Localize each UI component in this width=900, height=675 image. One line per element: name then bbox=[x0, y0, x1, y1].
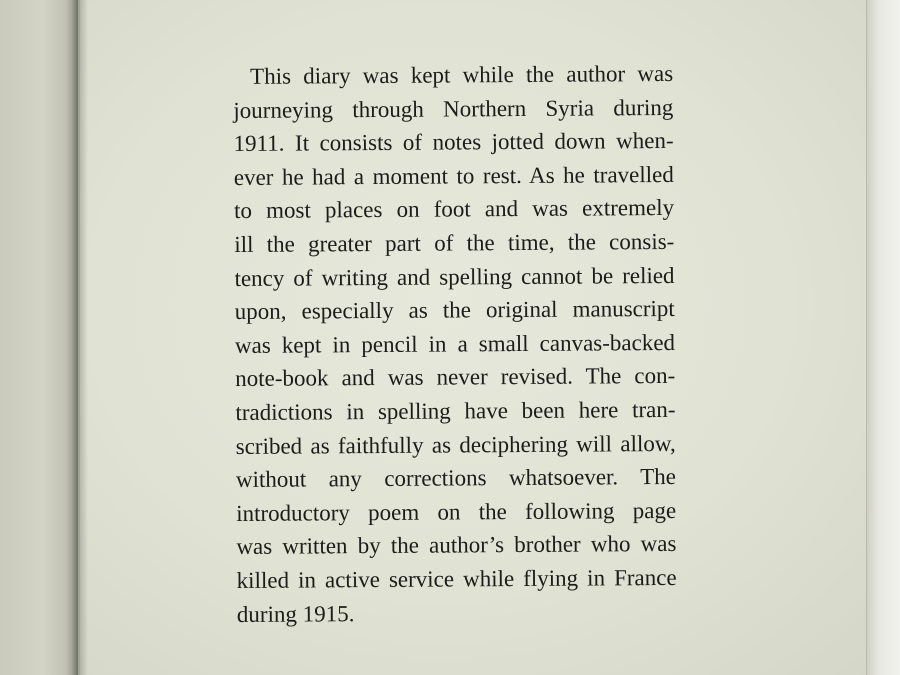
paragraph-line: 1911. It consists of notes jotted down when- bbox=[233, 128, 674, 157]
paragraph-line: to most places on foot and was extremely bbox=[233, 195, 675, 224]
paragraph-line: scribed as faithfully as deciphering will allow, bbox=[235, 430, 676, 459]
paragraph-line: This diary was kept while the author was bbox=[250, 60, 674, 89]
paragraph-line: ever he had a moment to rest. As he travelled bbox=[233, 161, 674, 190]
page-gutter-shadow bbox=[66, 0, 88, 675]
paragraph-line: ill the greater part of the time, the consis- bbox=[234, 228, 675, 257]
paragraph-line: upon, especially as the original manuscript bbox=[234, 296, 675, 325]
paragraph-line: during 1915. bbox=[236, 600, 355, 627]
paragraph-line: tradictions in spelling have been here tran- bbox=[235, 396, 676, 425]
paragraph-line: journeying through Northern Syria during bbox=[233, 94, 674, 123]
paragraph-line: introductory poem on the following page bbox=[236, 497, 677, 526]
right-page-edges bbox=[866, 0, 900, 675]
paragraph-line: was written by the author’s brother who was bbox=[236, 531, 677, 560]
paragraph-line: tency of writing and spelling cannot be relied bbox=[234, 262, 675, 291]
diary-introduction-paragraph bbox=[233, 57, 677, 631]
paragraph-line: was kept in pencil in a small canvas-backed bbox=[234, 329, 676, 358]
paragraph-line: without any corrections whatsoever. The bbox=[235, 464, 677, 493]
paragraph-line: note-book and was never revised. The con- bbox=[235, 363, 676, 392]
paragraph-line: killed in active service while flying in France bbox=[236, 564, 677, 593]
